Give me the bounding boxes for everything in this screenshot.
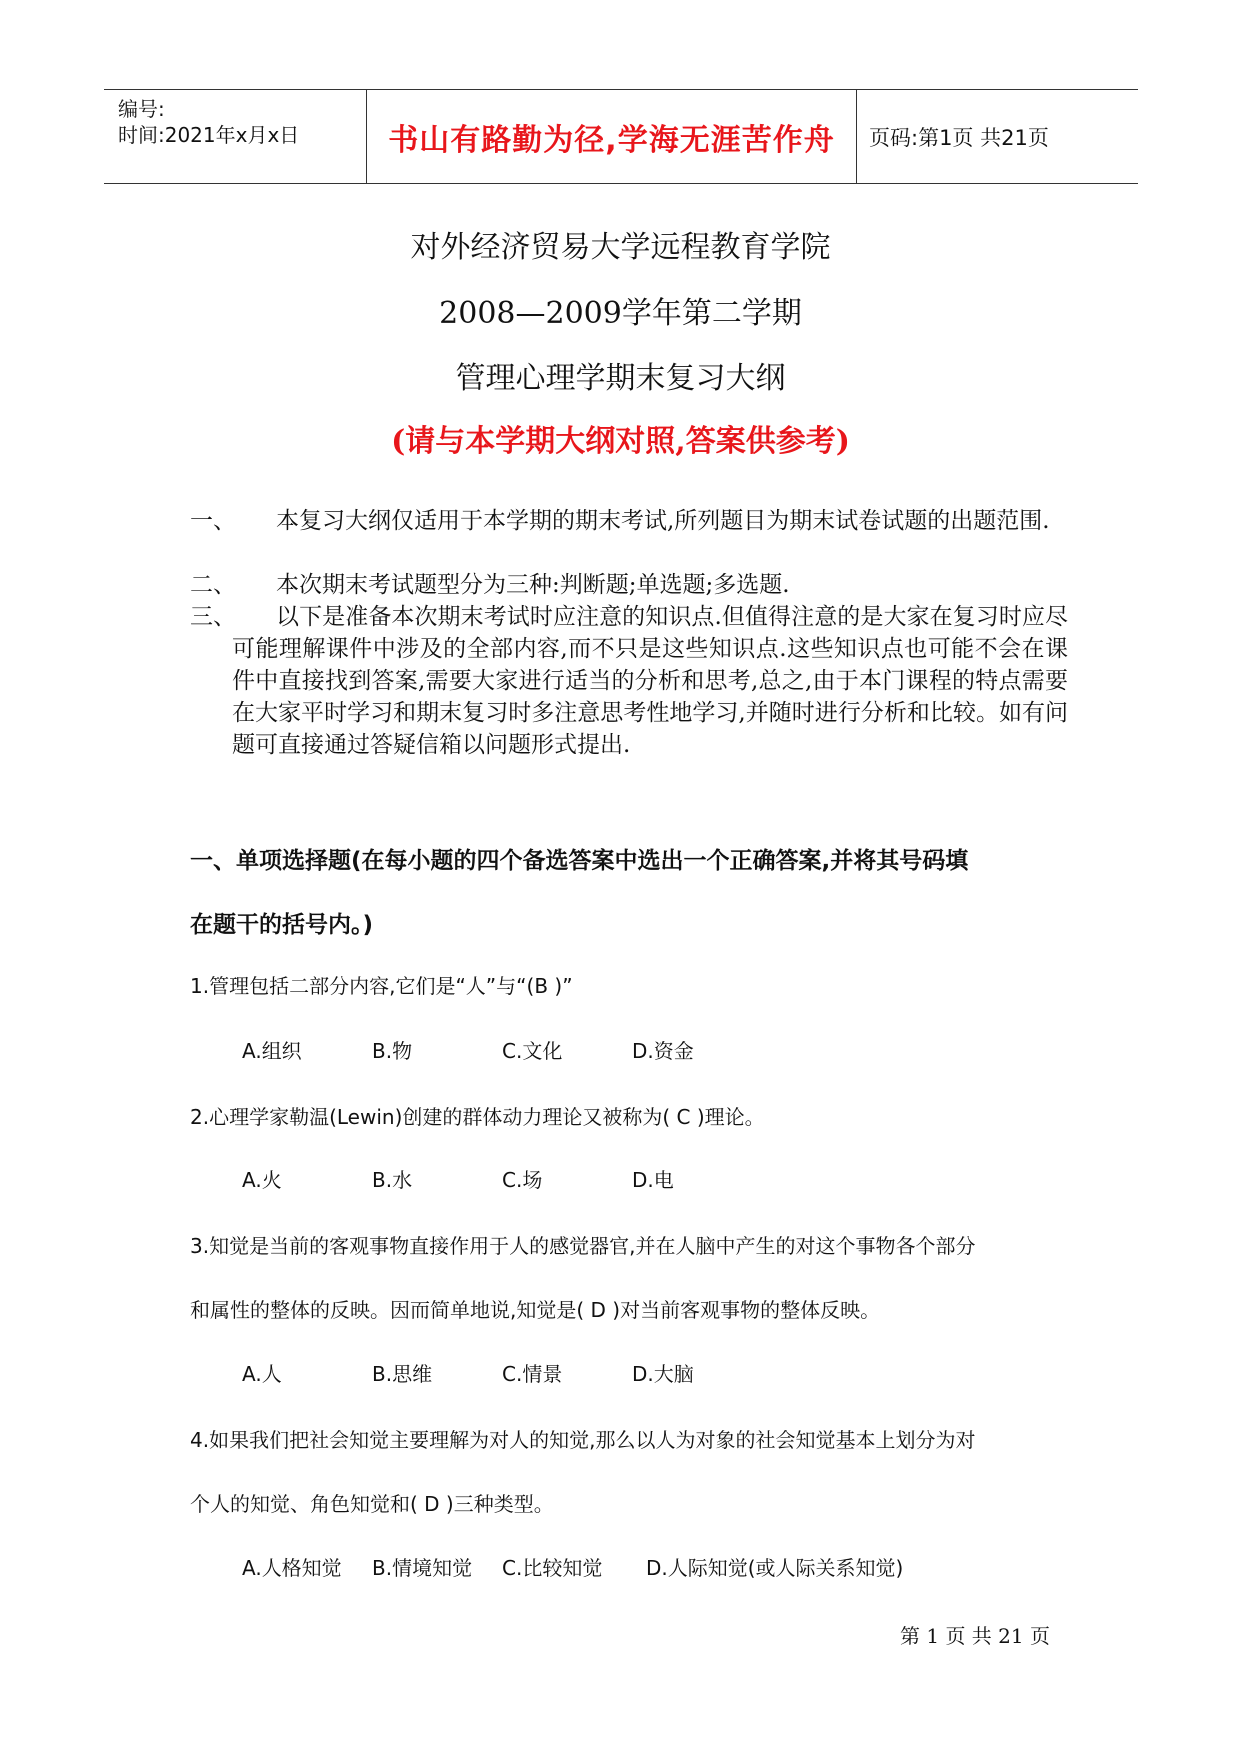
option-c: C.文化 xyxy=(502,1039,563,1063)
question-4-text-line2: 个人的知觉、角色知觉和( D )三种类型。 xyxy=(190,1492,554,1516)
option-a: A.人 xyxy=(242,1362,282,1386)
page-footer: 第 1 页 共 21 页 xyxy=(900,1624,1050,1648)
option-b: B.物 xyxy=(372,1039,413,1063)
question-4-text-line1: 4.如果我们把社会知觉主要理解为对人的知觉,那么以人为对象的社会知觉基本上划分为对 xyxy=(190,1428,976,1452)
option-a: A.火 xyxy=(242,1168,282,1192)
option-b: B.思维 xyxy=(372,1362,433,1386)
intro-item-text: 以下是准备本次期末考试时应注意的知识点.但值得注意的是大家在复习时应尽可能理解课件中涉及的全部内容,而不只是这些知识点.这些知识点也可能不会在课件中直接找到答案,需要大家进行适当的分析和思考,总之,由于本门课程的特点需要在大家平时学习和期末复习时多注意思考性地学习,并随时进行分析和比较。如有问题可直接通过答疑信箱以问题形式提出. xyxy=(232,604,1068,758)
question-1-text: 1.管理包括二部分内容,它们是“人”与“(B )” xyxy=(190,974,573,998)
intro-item-number: 二、 xyxy=(190,572,236,598)
question-3-text-line2: 和属性的整体的反映。因而简单地说,知觉是( D )对当前客观事物的整体反映。 xyxy=(190,1298,881,1322)
header-table xyxy=(104,89,1138,184)
option-c: C.场 xyxy=(502,1168,543,1192)
header-page-label: 页码:第1页 共21页 xyxy=(869,125,1049,150)
option-c: C.情景 xyxy=(502,1362,563,1386)
document-time-label: 时间:2021年x月x日 xyxy=(118,123,300,147)
option-a: A.组织 xyxy=(242,1039,302,1063)
document-number-label: 编号: xyxy=(118,97,165,121)
reference-note: (请与本学期大纲对照,答案供参考) xyxy=(391,424,850,459)
institution-title: 对外经济贸易大学远程教育学院 xyxy=(410,230,831,265)
header-left-cell xyxy=(104,90,367,183)
option-c: C.比较知觉 xyxy=(502,1556,603,1580)
intro-item-number: 一、 xyxy=(190,508,236,534)
question-2-text: 2.心理学家勒温(Lewin)创建的群体动力理论又被称为( C )理论。 xyxy=(190,1105,765,1129)
option-d: D.人际知觉(或人际关系知觉) xyxy=(646,1556,904,1580)
section-heading-line2: 在题干的括号内。) xyxy=(190,912,374,938)
header-right-cell xyxy=(857,90,1138,183)
intro-item-number: 三、 xyxy=(190,604,236,630)
option-a: A.人格知觉 xyxy=(242,1556,342,1580)
option-d: D.资金 xyxy=(632,1039,694,1063)
option-d: D.电 xyxy=(632,1168,674,1192)
question-3-text-line1: 3.知觉是当前的客观事物直接作用于人的感觉器官,并在人脑中产生的对这个事物各个部分 xyxy=(190,1234,976,1258)
intro-item-text: 本复习大纲仅适用于本学期的期末考试,所列题目为期末试卷试题的出题范围. xyxy=(276,508,1050,534)
option-b: B.情境知觉 xyxy=(372,1556,473,1580)
term-title: 2008—2009学年第二学期 xyxy=(439,296,802,331)
option-d: D.大脑 xyxy=(632,1362,694,1386)
intro-item-text: 本次期末考试题型分为三种:判断题;单选题;多选题. xyxy=(276,572,790,598)
header-motto-cell xyxy=(367,90,857,183)
header-motto: 书山有路勤为径,学海无涯苦作舟 xyxy=(388,122,835,158)
course-title: 管理心理学期末复习大纲 xyxy=(455,361,786,396)
option-b: B.水 xyxy=(372,1168,413,1192)
section-heading-line1: 一、单项选择题(在每小题的四个备选答案中选出一个正确答案,并将其号码填 xyxy=(190,848,969,874)
